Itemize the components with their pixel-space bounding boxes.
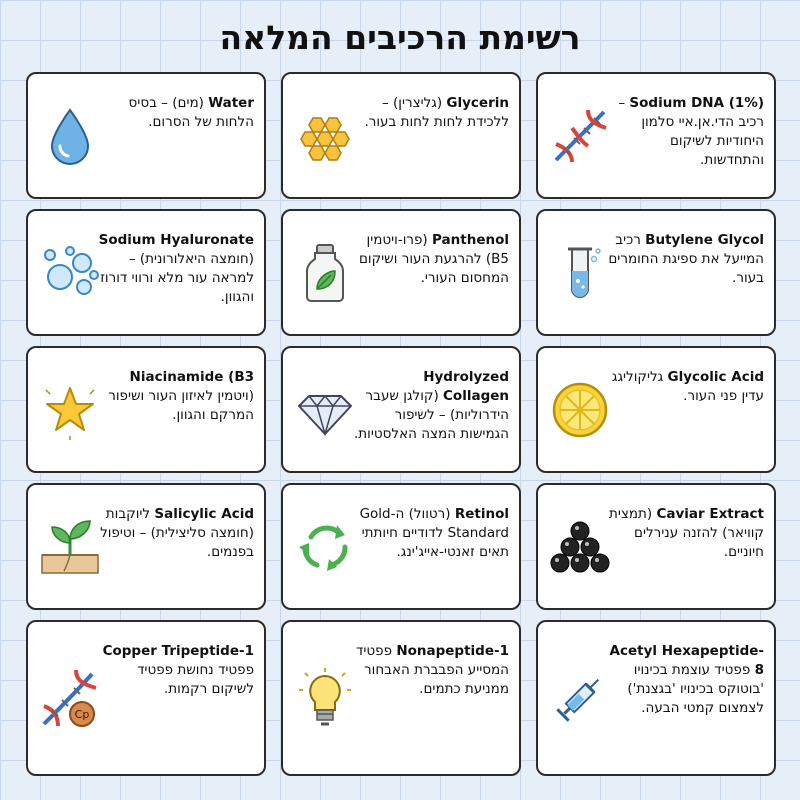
- ingredient-name: Glycerin: [446, 95, 509, 111]
- ingredient-name: Niacinamide (B3: [129, 369, 254, 385]
- ingredient-description: פפטיד המסייע הפבברת האבחור ממניעת כתמים.: [356, 643, 509, 697]
- caviar-icon: [548, 515, 612, 579]
- card-glycerin: [281, 72, 521, 199]
- card-panthenol: [281, 209, 521, 336]
- ingredient-description: (גליצרין) – ללכידת לחות לחות בעור.: [364, 95, 509, 130]
- ingredient-name: Water: [208, 95, 254, 111]
- card-sodium-hyaluronate: [26, 209, 266, 336]
- ingredient-description: פפטיד נחושת פפטיד לשיקום רקמות.: [137, 662, 254, 697]
- card-sodium-dna: [536, 72, 776, 199]
- ingredient-name: Panthenol: [432, 232, 509, 248]
- ingredient-description: ליוקבות (חומצה סליצילית) – וטיפול בפנמים.: [100, 506, 254, 560]
- ingredient-description: (פרו-ויטמין B5) להרגעת העור ושיקום המחסום העורי.: [358, 232, 509, 286]
- sprout-icon: [38, 515, 102, 579]
- ingredient-name: Caviar Extract: [656, 506, 764, 522]
- ingredient-description: – רכיב הדי.אן.איי סלמון היחודיות לשיקום והתחדשות.: [618, 95, 764, 168]
- ingredient-description: (תמצית קוויאר) להזנה ענירלים חיוניים.: [608, 506, 764, 560]
- ingredient-description: פפטיד עוצמת בכינויו 'בוטוקס בכינויו 'בגצנת') לצמצום קמטי הבעה.: [627, 662, 764, 716]
- water-drop-icon: [38, 104, 102, 168]
- card-water: [26, 72, 266, 199]
- ingredient-name: Sodium Hyaluronate: [98, 232, 254, 248]
- card-copper-tripeptide: [26, 620, 266, 776]
- ingredient-name: Butylene Glycol: [645, 232, 764, 248]
- ingredient-name: Copper Tripeptide-1: [102, 643, 254, 659]
- syringe-icon: [548, 666, 612, 730]
- ingredient-description: (מים) – בסיס הלחות של הסרום.: [128, 95, 254, 130]
- card-retinol: [281, 483, 521, 610]
- card-butylene-glycol: [536, 209, 776, 336]
- ingredient-description: רכיב המייעל את ספיגת החומרים בעור.: [608, 232, 764, 286]
- card-nonapeptide: [281, 620, 521, 776]
- ingredients-grid: [26, 72, 776, 790]
- ingredient-name: Hydrolyzed Collagen: [423, 369, 509, 404]
- honeycomb-icon: [293, 104, 357, 168]
- diamond-icon: [293, 378, 357, 442]
- card-hydrolyzed-collagen: [281, 346, 521, 473]
- ingredient-name: Nonapeptide-1: [396, 643, 509, 659]
- bottle-leaf-icon: [293, 241, 357, 305]
- bubbles-icon: [38, 241, 102, 305]
- ingredient-name: Acetyl Hexapeptide-8: [609, 643, 764, 678]
- ingredient-description: (קולגן שעבר הידרוליות) – לשיפור הגמישות המצה האלסטיות.: [354, 388, 509, 442]
- recycle-icon: [293, 515, 357, 579]
- ingredient-name: Sodium DNA (1%): [629, 95, 764, 111]
- card-acetyl-hexapeptide: [536, 620, 776, 776]
- ingredient-description: (חומצה היאלורונית) – למראה עור מלא ורווי דורוז והגוון.: [100, 251, 254, 305]
- lightbulb-icon: [293, 666, 357, 730]
- star-icon: [38, 378, 102, 442]
- test-tube-icon: [548, 241, 612, 305]
- ingredient-name: Salicylic Acid: [154, 506, 254, 522]
- dna-copper-icon: [38, 666, 102, 730]
- page-title: רשימת הרכיבים המלאה: [219, 18, 581, 57]
- ingredient-description: (רטוול) ה-Gold Standard לדודיים חיותתי תאים זאנטי-אייג'ינג.: [359, 506, 509, 560]
- ingredient-description: גליקוליגג עדין פני העור.: [611, 369, 764, 404]
- card-niacinamide: [26, 346, 266, 473]
- ingredient-name: Retinol: [454, 506, 509, 522]
- copper-badge-label: Cp: [74, 708, 90, 721]
- card-glycolic-acid: [536, 346, 776, 473]
- card-caviar-extract: [536, 483, 776, 610]
- ingredient-description: (ויטמין לאיזון העור ושיפור המרקם והגוון.: [108, 388, 254, 423]
- dna-icon: [548, 104, 612, 168]
- lemon-slice-icon: [548, 378, 612, 442]
- ingredient-name: Glycolic Acid: [667, 369, 764, 385]
- card-salicylic-acid: [26, 483, 266, 610]
